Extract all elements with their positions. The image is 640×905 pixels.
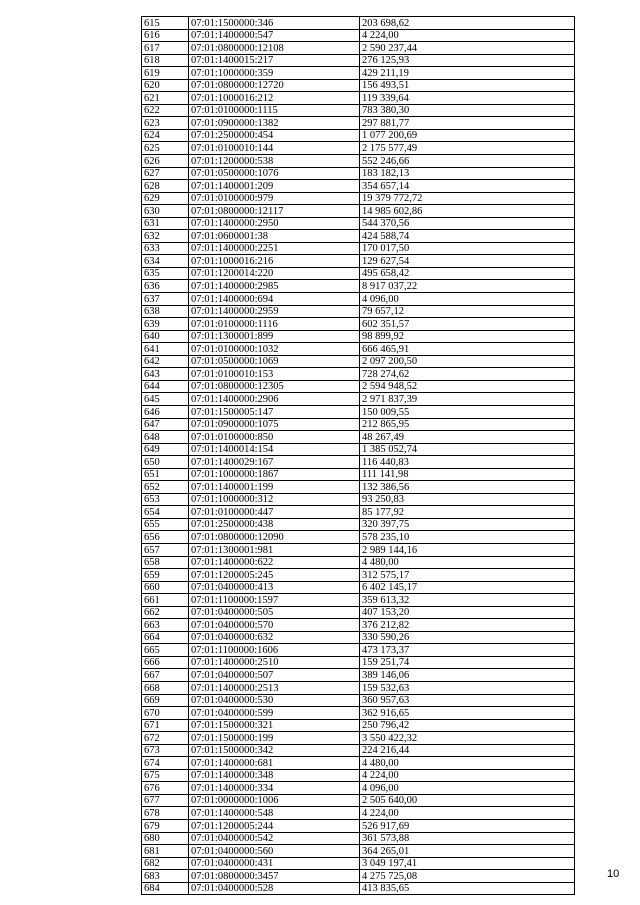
row-number-cell: 618 bbox=[142, 54, 189, 67]
table-row bbox=[142, 155, 575, 168]
cadastral-number-cell: 07:01:2500000:438 bbox=[189, 518, 360, 531]
value-cell: 2 971 837,39 bbox=[360, 393, 575, 406]
table-row bbox=[142, 79, 575, 92]
cadastral-number-cell: 07:01:0800000:12117 bbox=[189, 205, 360, 218]
row-number-cell: 625 bbox=[142, 142, 189, 155]
row-number-cell: 622 bbox=[142, 104, 189, 117]
row-number-cell: 627 bbox=[142, 167, 189, 180]
cadastral-number-cell: 07:01:1000000:359 bbox=[189, 67, 360, 80]
row-number-cell: 684 bbox=[142, 882, 189, 895]
page-number: 10 bbox=[607, 868, 620, 880]
value-cell: 4 480,00 bbox=[360, 556, 575, 569]
cadastral-number-cell: 07:01:1400000:694 bbox=[189, 293, 360, 306]
table-row bbox=[142, 230, 575, 243]
value-cell: 4 224,00 bbox=[360, 807, 575, 820]
value-cell: 4 096,00 bbox=[360, 293, 575, 306]
table-row bbox=[142, 54, 575, 67]
table-row bbox=[142, 129, 575, 142]
value-cell: 544 370,56 bbox=[360, 217, 575, 230]
row-number-cell: 626 bbox=[142, 155, 189, 168]
table-row bbox=[142, 330, 575, 343]
row-number-cell: 676 bbox=[142, 782, 189, 795]
value-cell: 111 141,98 bbox=[360, 468, 575, 481]
value-cell: 361 573,88 bbox=[360, 832, 575, 845]
cadastral-number-cell: 07:01:1400000:2985 bbox=[189, 280, 360, 293]
table-row bbox=[142, 405, 575, 418]
row-number-cell: 647 bbox=[142, 418, 189, 431]
table-row bbox=[142, 117, 575, 130]
row-number-cell: 671 bbox=[142, 719, 189, 732]
table-row bbox=[142, 569, 575, 582]
value-cell: 19 379 772,72 bbox=[360, 192, 575, 205]
row-number-cell: 679 bbox=[142, 820, 189, 833]
cadastral-number-cell: 07:01:1400000:681 bbox=[189, 757, 360, 770]
row-number-cell: 630 bbox=[142, 205, 189, 218]
row-number-cell: 643 bbox=[142, 368, 189, 381]
cadastral-number-cell: 07:01:0400000:632 bbox=[189, 631, 360, 644]
row-number-cell: 639 bbox=[142, 318, 189, 331]
table-row bbox=[142, 669, 575, 682]
value-cell: 360 957,63 bbox=[360, 694, 575, 707]
cadastral-number-cell: 07:01:0100010:153 bbox=[189, 368, 360, 381]
cadastral-number-cell: 07:01:1500000:342 bbox=[189, 744, 360, 757]
row-number-cell: 682 bbox=[142, 857, 189, 870]
cadastral-number-cell: 07:01:0400000:507 bbox=[189, 669, 360, 682]
cadastral-number-cell: 07:01:1500005:147 bbox=[189, 405, 360, 418]
row-number-cell: 617 bbox=[142, 42, 189, 55]
table-row bbox=[142, 644, 575, 657]
table-row bbox=[142, 882, 575, 895]
table-body bbox=[142, 17, 575, 895]
table-row bbox=[142, 481, 575, 494]
value-cell: 364 265,01 bbox=[360, 845, 575, 858]
table-row bbox=[142, 443, 575, 456]
row-number-cell: 674 bbox=[142, 757, 189, 770]
row-number-cell: 628 bbox=[142, 180, 189, 193]
value-cell: 1 385 052,74 bbox=[360, 443, 575, 456]
table-row bbox=[142, 556, 575, 569]
cadastral-number-cell: 07:01:2500000:454 bbox=[189, 129, 360, 142]
row-number-cell: 661 bbox=[142, 594, 189, 607]
cadastral-number-cell: 07:01:0100000:1116 bbox=[189, 318, 360, 331]
row-number-cell: 615 bbox=[142, 17, 189, 30]
cadastral-number-cell: 07:01:1000016:216 bbox=[189, 255, 360, 268]
table-row bbox=[142, 192, 575, 205]
cadastral-number-cell: 07:01:1000016:212 bbox=[189, 92, 360, 105]
row-number-cell: 619 bbox=[142, 67, 189, 80]
row-number-cell: 646 bbox=[142, 405, 189, 418]
value-cell: 2 097 200,50 bbox=[360, 355, 575, 368]
table-row bbox=[142, 418, 575, 431]
table-row bbox=[142, 719, 575, 732]
cadastral-number-cell: 07:01:0800000:3457 bbox=[189, 870, 360, 883]
value-cell: 3 550 422,32 bbox=[360, 732, 575, 745]
table-row bbox=[142, 820, 575, 833]
cadastral-number-cell: 07:01:0100000:1032 bbox=[189, 343, 360, 356]
value-cell: 312 575,17 bbox=[360, 569, 575, 582]
value-cell: 473 173,37 bbox=[360, 644, 575, 657]
value-cell: 203 698,62 bbox=[360, 17, 575, 30]
row-number-cell: 665 bbox=[142, 644, 189, 657]
value-cell: 376 212,82 bbox=[360, 619, 575, 632]
row-number-cell: 675 bbox=[142, 769, 189, 782]
value-cell: 389 146,06 bbox=[360, 669, 575, 682]
table-row bbox=[142, 845, 575, 858]
row-number-cell: 670 bbox=[142, 707, 189, 720]
row-number-cell: 656 bbox=[142, 531, 189, 544]
value-cell: 48 267,49 bbox=[360, 431, 575, 444]
value-cell: 156 493,51 bbox=[360, 79, 575, 92]
cadastral-number-cell: 07:01:1400029:167 bbox=[189, 456, 360, 469]
cadastral-number-cell: 07:01:1400015:217 bbox=[189, 54, 360, 67]
value-cell: 116 440,83 bbox=[360, 456, 575, 469]
value-cell: 495 658,42 bbox=[360, 267, 575, 280]
value-cell: 159 532,63 bbox=[360, 681, 575, 694]
cadastral-number-cell: 07:01:1400014:154 bbox=[189, 443, 360, 456]
cadastral-number-cell: 07:01:1300001:899 bbox=[189, 330, 360, 343]
cadastral-number-cell: 07:01:1000000:312 bbox=[189, 493, 360, 506]
row-number-cell: 652 bbox=[142, 481, 189, 494]
value-cell: 602 351,57 bbox=[360, 318, 575, 331]
value-cell: 2 175 577,49 bbox=[360, 142, 575, 155]
row-number-cell: 633 bbox=[142, 242, 189, 255]
value-cell: 362 916,65 bbox=[360, 707, 575, 720]
row-number-cell: 653 bbox=[142, 493, 189, 506]
value-cell: 552 246,66 bbox=[360, 155, 575, 168]
value-cell: 79 657,12 bbox=[360, 305, 575, 318]
row-number-cell: 641 bbox=[142, 343, 189, 356]
value-cell: 2 594 948,52 bbox=[360, 380, 575, 393]
cadastral-number-cell: 07:01:1500000:346 bbox=[189, 17, 360, 30]
cadastral-number-cell: 07:01:0600001:38 bbox=[189, 230, 360, 243]
table-row bbox=[142, 694, 575, 707]
cadastral-number-cell: 07:01:1400000:2959 bbox=[189, 305, 360, 318]
cadastral-number-cell: 07:01:1400000:2906 bbox=[189, 393, 360, 406]
table-row bbox=[142, 594, 575, 607]
cadastral-number-cell: 07:01:0400000:560 bbox=[189, 845, 360, 858]
row-number-cell: 673 bbox=[142, 744, 189, 757]
table-row bbox=[142, 543, 575, 556]
table-row bbox=[142, 619, 575, 632]
table-row bbox=[142, 343, 575, 356]
value-cell: 159 251,74 bbox=[360, 656, 575, 669]
value-cell: 132 386,56 bbox=[360, 481, 575, 494]
value-cell: 359 613,32 bbox=[360, 594, 575, 607]
cadastral-number-cell: 07:01:1400000:622 bbox=[189, 556, 360, 569]
table-row bbox=[142, 493, 575, 506]
cadastral-number-cell: 07:01:0000000:1006 bbox=[189, 794, 360, 807]
value-cell: 4 224,00 bbox=[360, 29, 575, 42]
value-cell: 424 588,74 bbox=[360, 230, 575, 243]
row-number-cell: 648 bbox=[142, 431, 189, 444]
cadastral-number-cell: 07:01:0800000:12108 bbox=[189, 42, 360, 55]
cadastral-number-cell: 07:01:0400000:431 bbox=[189, 857, 360, 870]
table-row bbox=[142, 242, 575, 255]
row-number-cell: 672 bbox=[142, 732, 189, 745]
cadastral-number-cell: 07:01:1200000:538 bbox=[189, 155, 360, 168]
row-number-cell: 650 bbox=[142, 456, 189, 469]
value-cell: 4 275 725,08 bbox=[360, 870, 575, 883]
row-number-cell: 651 bbox=[142, 468, 189, 481]
row-number-cell: 637 bbox=[142, 293, 189, 306]
table-row bbox=[142, 255, 575, 268]
value-cell: 728 274,62 bbox=[360, 368, 575, 381]
row-number-cell: 664 bbox=[142, 631, 189, 644]
row-number-cell: 631 bbox=[142, 217, 189, 230]
row-number-cell: 649 bbox=[142, 443, 189, 456]
value-cell: 4 096,00 bbox=[360, 782, 575, 795]
value-cell: 413 835,65 bbox=[360, 882, 575, 895]
value-cell: 3 049 197,41 bbox=[360, 857, 575, 870]
table-row bbox=[142, 707, 575, 720]
cadastral-number-cell: 07:01:1400000:2513 bbox=[189, 681, 360, 694]
cadastral-number-cell: 07:01:0100000:850 bbox=[189, 431, 360, 444]
value-cell: 320 397,75 bbox=[360, 518, 575, 531]
value-cell: 4 480,00 bbox=[360, 757, 575, 770]
row-number-cell: 644 bbox=[142, 380, 189, 393]
value-cell: 183 182,13 bbox=[360, 167, 575, 180]
table-row bbox=[142, 318, 575, 331]
table-row bbox=[142, 656, 575, 669]
row-number-cell: 624 bbox=[142, 129, 189, 142]
value-cell: 578 235,10 bbox=[360, 531, 575, 544]
row-number-cell: 666 bbox=[142, 656, 189, 669]
table-row bbox=[142, 217, 575, 230]
cadastral-number-cell: 07:01:1200014:220 bbox=[189, 267, 360, 280]
table-row bbox=[142, 631, 575, 644]
row-number-cell: 663 bbox=[142, 619, 189, 632]
value-cell: 666 465,91 bbox=[360, 343, 575, 356]
row-number-cell: 660 bbox=[142, 581, 189, 594]
value-cell: 297 881,77 bbox=[360, 117, 575, 130]
table-row bbox=[142, 17, 575, 30]
cadastral-number-cell: 07:01:1400000:548 bbox=[189, 807, 360, 820]
table-row bbox=[142, 92, 575, 105]
row-number-cell: 636 bbox=[142, 280, 189, 293]
table-row bbox=[142, 42, 575, 55]
row-number-cell: 680 bbox=[142, 832, 189, 845]
value-cell: 407 153,20 bbox=[360, 606, 575, 619]
table-row bbox=[142, 142, 575, 155]
table-row bbox=[142, 732, 575, 745]
row-number-cell: 635 bbox=[142, 267, 189, 280]
row-number-cell: 658 bbox=[142, 556, 189, 569]
row-number-cell: 662 bbox=[142, 606, 189, 619]
value-cell: 98 899,92 bbox=[360, 330, 575, 343]
cadastral-number-cell: 07:01:1400000:2510 bbox=[189, 656, 360, 669]
row-number-cell: 629 bbox=[142, 192, 189, 205]
cadastral-number-cell: 07:01:1400000:334 bbox=[189, 782, 360, 795]
cadastral-number-cell: 07:01:0800000:12720 bbox=[189, 79, 360, 92]
cadastral-number-cell: 07:01:1200005:245 bbox=[189, 569, 360, 582]
row-number-cell: 678 bbox=[142, 807, 189, 820]
value-cell: 93 250,83 bbox=[360, 493, 575, 506]
row-number-cell: 640 bbox=[142, 330, 189, 343]
table-row bbox=[142, 293, 575, 306]
table-row bbox=[142, 757, 575, 770]
table-row bbox=[142, 681, 575, 694]
cadastral-number-cell: 07:01:1400000:547 bbox=[189, 29, 360, 42]
cadastral-number-cell: 07:01:0900000:1075 bbox=[189, 418, 360, 431]
value-cell: 783 380,30 bbox=[360, 104, 575, 117]
cadastral-number-cell: 07:01:0400000:570 bbox=[189, 619, 360, 632]
row-number-cell: 620 bbox=[142, 79, 189, 92]
row-number-cell: 668 bbox=[142, 681, 189, 694]
cadastral-number-cell: 07:01:0100000:1115 bbox=[189, 104, 360, 117]
table-row bbox=[142, 870, 575, 883]
cadastral-number-cell: 07:01:0400000:599 bbox=[189, 707, 360, 720]
cadastral-value-table bbox=[141, 16, 575, 895]
value-cell: 224 216,44 bbox=[360, 744, 575, 757]
cadastral-number-cell: 07:01:1100000:1606 bbox=[189, 644, 360, 657]
cadastral-number-cell: 07:01:0400000:528 bbox=[189, 882, 360, 895]
cadastral-number-cell: 07:01:1400001:209 bbox=[189, 180, 360, 193]
table-row bbox=[142, 518, 575, 531]
table-row bbox=[142, 782, 575, 795]
cadastral-number-cell: 07:01:1400000:348 bbox=[189, 769, 360, 782]
cadastral-number-cell: 07:01:1400001:199 bbox=[189, 481, 360, 494]
cadastral-number-cell: 07:01:0100000:979 bbox=[189, 192, 360, 205]
value-cell: 212 865,95 bbox=[360, 418, 575, 431]
row-number-cell: 621 bbox=[142, 92, 189, 105]
table-row bbox=[142, 794, 575, 807]
table-row bbox=[142, 606, 575, 619]
value-cell: 150 009,55 bbox=[360, 405, 575, 418]
cadastral-number-cell: 07:01:0500000:1076 bbox=[189, 167, 360, 180]
value-cell: 1 077 200,69 bbox=[360, 129, 575, 142]
table-row bbox=[142, 431, 575, 444]
table-row bbox=[142, 267, 575, 280]
value-cell: 276 125,93 bbox=[360, 54, 575, 67]
row-number-cell: 683 bbox=[142, 870, 189, 883]
row-number-cell: 681 bbox=[142, 845, 189, 858]
table-row bbox=[142, 280, 575, 293]
value-cell: 330 590,26 bbox=[360, 631, 575, 644]
table-row bbox=[142, 305, 575, 318]
table-row bbox=[142, 104, 575, 117]
cadastral-number-cell: 07:01:1500000:321 bbox=[189, 719, 360, 732]
row-number-cell: 659 bbox=[142, 569, 189, 582]
cadastral-number-cell: 07:01:1100000:1597 bbox=[189, 594, 360, 607]
table-row bbox=[142, 857, 575, 870]
row-number-cell: 677 bbox=[142, 794, 189, 807]
cadastral-number-cell: 07:01:1500000:199 bbox=[189, 732, 360, 745]
table-row bbox=[142, 832, 575, 845]
value-cell: 170 017,50 bbox=[360, 242, 575, 255]
row-number-cell: 667 bbox=[142, 669, 189, 682]
row-number-cell: 616 bbox=[142, 29, 189, 42]
row-number-cell: 634 bbox=[142, 255, 189, 268]
cadastral-number-cell: 07:01:0100000:447 bbox=[189, 506, 360, 519]
value-cell: 526 917,69 bbox=[360, 820, 575, 833]
table-row bbox=[142, 167, 575, 180]
cadastral-number-cell: 07:01:0800000:12305 bbox=[189, 380, 360, 393]
row-number-cell: 645 bbox=[142, 393, 189, 406]
row-number-cell: 642 bbox=[142, 355, 189, 368]
value-cell: 250 796,42 bbox=[360, 719, 575, 732]
row-number-cell: 655 bbox=[142, 518, 189, 531]
cadastral-number-cell: 07:01:0400000:413 bbox=[189, 581, 360, 594]
cadastral-number-cell: 07:01:0900000:1382 bbox=[189, 117, 360, 130]
row-number-cell: 632 bbox=[142, 230, 189, 243]
table-row bbox=[142, 581, 575, 594]
value-cell: 2 590 237,44 bbox=[360, 42, 575, 55]
cadastral-number-cell: 07:01:1400000:2950 bbox=[189, 217, 360, 230]
cadastral-number-cell: 07:01:0400000:542 bbox=[189, 832, 360, 845]
row-number-cell: 638 bbox=[142, 305, 189, 318]
table-row bbox=[142, 67, 575, 80]
cadastral-number-cell: 07:01:0400000:505 bbox=[189, 606, 360, 619]
table-row bbox=[142, 205, 575, 218]
row-number-cell: 657 bbox=[142, 543, 189, 556]
row-number-cell: 654 bbox=[142, 506, 189, 519]
table-row bbox=[142, 355, 575, 368]
table-row bbox=[142, 769, 575, 782]
cadastral-number-cell: 07:01:1300001:981 bbox=[189, 543, 360, 556]
value-cell: 129 627,54 bbox=[360, 255, 575, 268]
table-row bbox=[142, 180, 575, 193]
table-row bbox=[142, 531, 575, 544]
row-number-cell: 669 bbox=[142, 694, 189, 707]
table-row bbox=[142, 807, 575, 820]
cadastral-number-cell: 07:01:0500000:1069 bbox=[189, 355, 360, 368]
table-row bbox=[142, 744, 575, 757]
table-row bbox=[142, 393, 575, 406]
cadastral-number-cell: 07:01:1400000:2251 bbox=[189, 242, 360, 255]
table-row bbox=[142, 456, 575, 469]
table-row bbox=[142, 29, 575, 42]
cadastral-number-cell: 07:01:0100010:144 bbox=[189, 142, 360, 155]
value-cell: 85 177,92 bbox=[360, 506, 575, 519]
table-row bbox=[142, 380, 575, 393]
value-cell: 119 339,64 bbox=[360, 92, 575, 105]
value-cell: 429 211,19 bbox=[360, 67, 575, 80]
table-row bbox=[142, 468, 575, 481]
table-row bbox=[142, 506, 575, 519]
cadastral-number-cell: 07:01:1200005:244 bbox=[189, 820, 360, 833]
value-cell: 354 657,14 bbox=[360, 180, 575, 193]
table-row bbox=[142, 368, 575, 381]
value-cell: 6 402 145,17 bbox=[360, 581, 575, 594]
value-cell: 2 989 144,16 bbox=[360, 543, 575, 556]
value-cell: 8 917 037,22 bbox=[360, 280, 575, 293]
value-cell: 14 985 602,86 bbox=[360, 205, 575, 218]
value-cell: 2 505 640,00 bbox=[360, 794, 575, 807]
row-number-cell: 623 bbox=[142, 117, 189, 130]
cadastral-number-cell: 07:01:1000000:1867 bbox=[189, 468, 360, 481]
cadastral-number-cell: 07:01:0400000:530 bbox=[189, 694, 360, 707]
value-cell: 4 224,00 bbox=[360, 769, 575, 782]
cadastral-number-cell: 07:01:0800000:12090 bbox=[189, 531, 360, 544]
